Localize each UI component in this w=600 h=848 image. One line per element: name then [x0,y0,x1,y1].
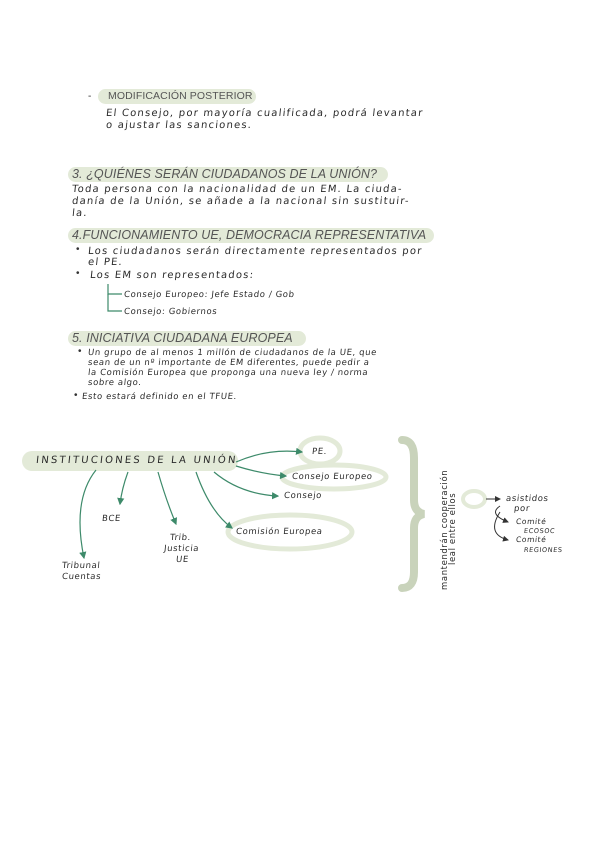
bullet-dot: • [76,268,80,279]
node-consejo-europeo: Consejo Europeo [291,472,374,482]
section5-bullet1-line4: sobre algo. [87,378,143,388]
arrow-bce [120,472,128,504]
section4-bullet1-line2: el PE. [87,257,124,268]
section5-title: 5. INICIATIVA CIUDADANA EUROPEA [72,331,293,345]
mod-text-line1: El Consejo, por mayoría cualificada, podrá levantar [105,108,425,119]
node-pe: PE. [311,447,328,457]
brace [402,440,424,588]
bullet-dot: • [76,244,80,255]
section3-line1: Toda persona con la nacionalidad de un EM. La ciuda- [71,184,404,195]
section5-bullet2: Esto estará definido en el TFUE. [81,392,238,402]
node-comision: Comisión Europea [235,527,324,537]
bullet-dot: • [78,346,82,357]
node-bce: BCE [101,514,122,524]
section4-bullet2: Los EM son representados: [89,270,255,281]
arrow-consejo [214,472,278,496]
section5-bullet1-line2: sean de un nº importante de EM diferentes, puede pedir a [87,358,371,368]
node-tribunal-cuentas-l1: Tribunal [61,561,101,571]
arrow-consejo-europeo [236,466,286,476]
asistidos-l1: asistidos [505,494,550,504]
vertical-text-1: mantendrán cooperación [440,469,450,590]
diagram-root: INSTITUCIONES DE LA UNIÓN [35,455,239,466]
arrow-pe [236,451,302,462]
ecosoc-l2: ECOSOC [523,527,556,535]
asistidos-ellipse [463,491,485,507]
arrow-regiones [495,512,508,540]
sub-arrow [108,294,122,311]
sub-arrow [108,284,122,294]
mod-title: MODIFICACIÓN POSTERIOR [108,90,253,102]
node-tribunal-cuentas-l2: Cuentas [61,572,102,582]
section3-line3: la. [71,208,89,219]
regiones-l1: Comité [515,535,547,544]
section4-sub2: Consejo: Gobiernos [123,307,218,317]
node-trib-justicia-l2: Justicia [163,544,200,554]
section4-sub1: Consejo Europeo: Jefe Estado / Gob [123,290,296,300]
vertical-text-2: leal entre ellos [448,492,458,565]
dash-bullet: - [88,91,92,102]
node-trib-justicia-l1: Trib. [169,533,192,543]
node-consejo: Consejo [283,491,323,501]
section5-bullet1-line3: la Comisión Europea que proponga una nueva ley / norma [87,368,369,378]
arrow-tribunal-cuentas [80,470,96,558]
section5-bullet1-line1: Un grupo de al menos 1 millón de ciudadanos de la UE, que [87,348,378,358]
node-trib-justicia-l3: UE [175,555,190,565]
ecosoc-l1: Comité [515,517,547,526]
section3-line2: danía de la Unión, se añade a la nacional sin sustituir- [71,196,411,207]
asistidos-l2: por [513,504,531,514]
mod-text-line2: o ajustar las sanciones. [105,120,253,131]
regiones-l2: REGIONES [523,546,564,554]
arrow-trib-justicia [158,472,176,524]
bullet-dot: • [74,390,78,401]
section3-title: 3. ¿QUIÉNES SERÁN CIUDADANOS DE LA UNIÓN? [72,167,378,181]
section4-title: 4.FUNCIONAMIENTO UE, DEMOCRACIA REPRESENTATIVA [72,228,427,242]
arrow-ecosoc [496,506,509,522]
section4-bullet1-line1: Los ciudadanos serán directamente representados por [87,246,424,257]
